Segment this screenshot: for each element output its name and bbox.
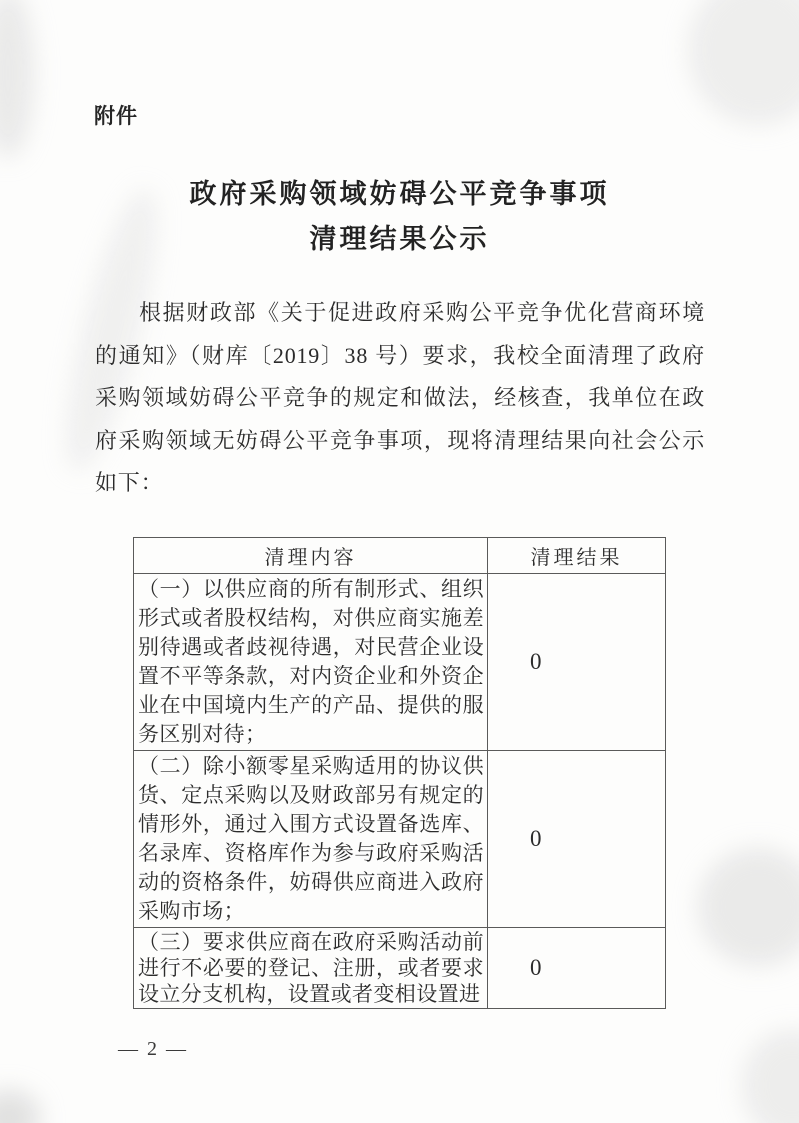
cleanup-results-table <box>133 537 666 1009</box>
scan-artifact <box>698 848 799 966</box>
body-paragraph: 根据财政部《关于促进政府采购公平竞争优化营商环境的通知》（财库〔2019〕38 号）要求，我校全面清理了政府采购领域妨碍公平竞争的规定和做法，经核查，我单位在政府采购领域无妨碍公平竞争事项，现将清理结果向社会公示如下： <box>95 300 705 496</box>
scan-artifact <box>688 0 799 125</box>
cleanup-result-3: 0 <box>488 928 666 1009</box>
column-header-content: 清理内容 <box>134 538 488 574</box>
document-title <box>0 172 799 262</box>
cleanup-item-1: （一）以供应商的所有制形式、组织形式或者股权结构，对供应商实施差别待遇或者歧视待遇，对民营企业设置不平等条款，对内资企业和外资企业在中国境内生产的产品、提供的服务区别对待； <box>134 574 488 751</box>
cleanup-result-2: 0 <box>488 751 666 928</box>
table-row <box>134 751 666 928</box>
column-header-result: 清理结果 <box>488 538 666 574</box>
cleanup-item-2: （二）除小额零星采购适用的协议供货、定点采购以及财政部另有规定的情形外，通过入围方式设置备选库、名录库、资格库作为参与政府采购活动的资格条件，妨碍供应商进入政府采购市场； <box>134 751 488 928</box>
table-header-row <box>134 538 666 574</box>
scan-artifact <box>742 1030 799 1123</box>
scan-artifact <box>0 0 34 158</box>
scan-artifact <box>0 1090 40 1123</box>
cleanup-item-3: （三）要求供应商在政府采购活动前进行不必要的登记、注册，或者要求设立分支机构，设置或者变相设置进 <box>134 928 488 1009</box>
page-number: — 2 — <box>118 1038 188 1060</box>
attachment-label: 附件 <box>94 105 138 128</box>
title-line-1: 政府采购领域妨碍公平竞争事项 <box>189 179 610 209</box>
title-line-2: 清理结果公示 <box>309 224 490 254</box>
table-row <box>134 928 666 1009</box>
cleanup-result-1: 0 <box>488 574 666 751</box>
table-row <box>134 574 666 751</box>
